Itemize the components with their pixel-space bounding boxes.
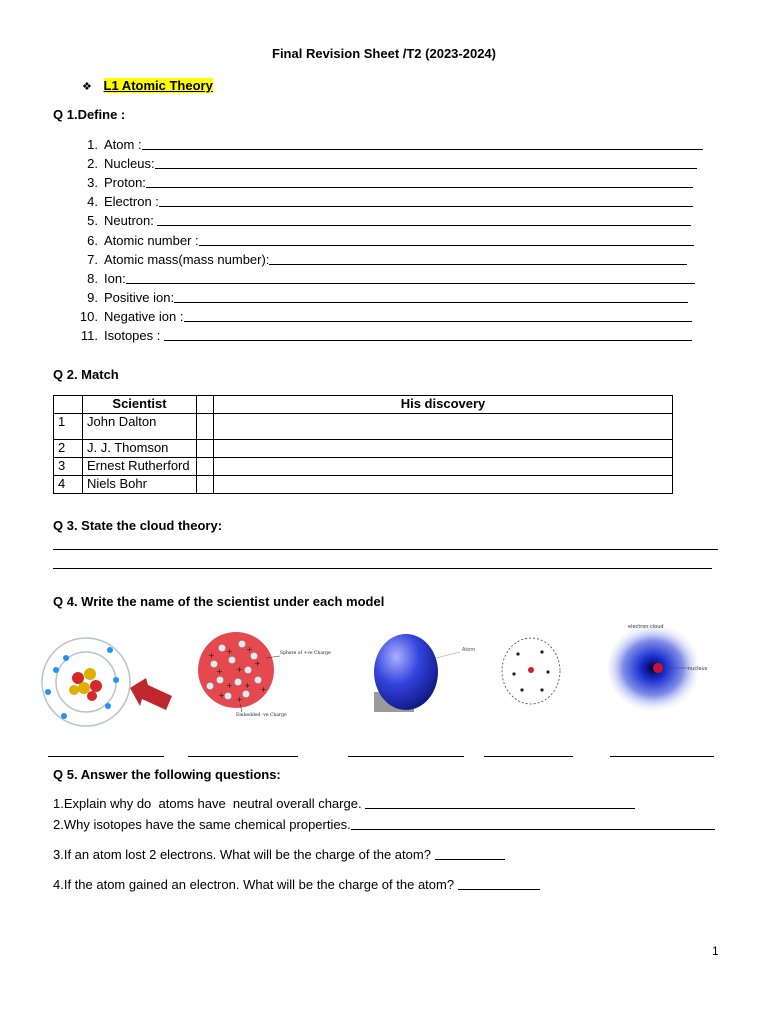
answer-line[interactable]: [458, 889, 540, 890]
answer-line[interactable]: [53, 549, 718, 550]
definition-label: Nucleus:: [104, 156, 155, 171]
q1-heading: Q 1.Define :: [53, 107, 126, 122]
definition-item: [76, 270, 695, 287]
q2-heading: Q 2. Match: [53, 367, 119, 382]
definition-item: [76, 232, 694, 249]
definition-item: [76, 193, 693, 210]
dalton-model-image: [368, 632, 476, 714]
table-header-cell: [54, 396, 83, 414]
definition-label: Neutron:: [104, 213, 158, 228]
svg-text:+: +: [226, 647, 233, 656]
scientist-name: J. J. Thomson: [83, 440, 197, 458]
svg-text:+: +: [236, 665, 243, 674]
definition-label: Atomic mass(mass number):: [104, 252, 270, 267]
definition-label: Negative ion :: [104, 309, 184, 324]
match-table: [53, 395, 673, 494]
definition-number: 7.: [87, 252, 98, 267]
q5-question-3: [53, 847, 505, 863]
definition-number: 3.: [87, 175, 98, 190]
definition-number: 5.: [87, 213, 98, 228]
row-number: 2: [54, 440, 83, 458]
table-header-row: [54, 396, 673, 414]
definition-label: Electron :: [104, 194, 159, 209]
page-title: Final Revision Sheet /T2 (2023-2024): [272, 46, 496, 61]
definition-item: [76, 155, 697, 172]
svg-text:+: +: [236, 695, 243, 704]
row-number: 4: [54, 476, 83, 494]
page-number: 1: [712, 944, 719, 958]
scientist-name: John Dalton: [83, 414, 197, 440]
answer-line[interactable]: [159, 205, 693, 207]
atom-label: Atom: [462, 647, 476, 653]
definition-label: Proton:: [104, 175, 146, 190]
question-text: 1.Explain why do atoms have neutral overall charge.: [53, 796, 366, 811]
lesson-title: L1 Atomic Theory: [103, 78, 213, 93]
svg-text:+: +: [260, 685, 267, 694]
definition-number: 9.: [87, 290, 98, 305]
answer-line[interactable]: [365, 808, 635, 809]
table-row: [54, 414, 673, 440]
match-cell[interactable]: [197, 414, 214, 440]
thomson-model-image: [196, 630, 331, 722]
svg-text:+: +: [246, 645, 253, 654]
definition-item: [76, 212, 691, 229]
match-cell[interactable]: [197, 458, 214, 476]
lesson-heading: [82, 78, 213, 95]
answer-line[interactable]: [199, 244, 694, 246]
answer-line[interactable]: [269, 263, 687, 265]
rutherford-model-image: [500, 636, 562, 706]
bohr-model-image: [38, 630, 182, 726]
table-row: [54, 476, 673, 494]
svg-text:+: +: [216, 667, 223, 676]
answer-line[interactable]: [184, 320, 692, 322]
question-text: 3.If an atom lost 2 electrons. What will be the charge of the atom?: [53, 847, 435, 862]
model-answer-line[interactable]: [610, 756, 714, 757]
match-cell[interactable]: [197, 476, 214, 494]
discovery-cell[interactable]: [214, 440, 673, 458]
definition-label: Isotopes :: [104, 328, 164, 343]
q5-question-2: [53, 817, 715, 833]
question-text: 4.If the atom gained an electron. What will be the charge of the atom?: [53, 877, 458, 892]
answer-line[interactable]: [164, 339, 692, 341]
svg-text:+: +: [208, 651, 215, 660]
answer-line[interactable]: [174, 301, 688, 303]
cloud-label: electron cloud: [628, 624, 664, 630]
definition-label: Positive ion:: [104, 290, 175, 305]
answer-line[interactable]: [351, 829, 715, 830]
svg-text:+: +: [218, 691, 225, 700]
table-header-discovery: His discovery: [214, 396, 673, 414]
answer-line[interactable]: [155, 167, 697, 169]
answer-line[interactable]: [142, 148, 703, 150]
question-text: 2.Why isotopes have the same chemical properties.: [53, 817, 351, 832]
svg-text:+: +: [226, 681, 233, 690]
row-number: 3: [54, 458, 83, 476]
model-answer-line[interactable]: [48, 756, 164, 757]
q4-heading: Q 4. Write the name of the scientist under each model: [53, 594, 385, 609]
definition-label: Ion:: [104, 271, 126, 286]
table-row: [54, 458, 673, 476]
q5-question-4: [53, 877, 540, 893]
discovery-cell[interactable]: [214, 476, 673, 494]
answer-line[interactable]: [146, 186, 693, 188]
table-row: [54, 440, 673, 458]
definition-label: Atomic number :: [104, 233, 199, 248]
answer-line[interactable]: [53, 568, 712, 569]
answer-line[interactable]: [157, 224, 691, 226]
model-answer-line[interactable]: [188, 756, 298, 757]
definition-item: [76, 174, 693, 191]
embedded-label: Embedded -ve Charge: [236, 713, 287, 718]
q5-question-1: [53, 796, 635, 812]
definition-item: [76, 327, 692, 344]
scientist-name: Niels Bohr: [83, 476, 197, 494]
electron-cloud-model-image: [610, 620, 718, 714]
table-header-scientist: Scientist: [83, 396, 197, 414]
model-answer-line[interactable]: [348, 756, 464, 757]
definition-number: 8.: [87, 271, 98, 286]
definition-item: [76, 308, 692, 325]
model-answer-line[interactable]: [484, 756, 573, 757]
svg-text:+: +: [244, 681, 251, 690]
row-number: 1: [54, 414, 83, 440]
definition-number: 10.: [79, 309, 98, 324]
q3-heading: Q 3. State the cloud theory:: [53, 518, 223, 533]
definition-number: 1.: [87, 137, 98, 152]
definition-item: [76, 136, 703, 153]
diamond-bullet-icon: ❖: [82, 81, 92, 93]
sphere-label: Sphere of +ve Charge: [280, 651, 331, 656]
q5-heading: Q 5. Answer the following questions:: [53, 767, 281, 782]
nucleus-label: nucleus: [688, 666, 708, 672]
answer-line[interactable]: [435, 859, 505, 860]
discovery-cell[interactable]: [214, 458, 673, 476]
definition-item: [76, 251, 687, 268]
definition-number: 6.: [87, 233, 98, 248]
scientist-name: Ernest Rutherford: [83, 458, 197, 476]
definition-number: 11.: [80, 328, 98, 343]
svg-text:+: +: [254, 659, 261, 668]
table-header-cell: [197, 396, 214, 414]
definition-number: 4.: [87, 194, 98, 209]
definition-label: Atom :: [104, 137, 142, 152]
discovery-cell[interactable]: [214, 414, 673, 440]
answer-line[interactable]: [126, 282, 695, 284]
definition-number: 2.: [87, 156, 98, 171]
match-cell[interactable]: [197, 440, 214, 458]
definition-item: [76, 289, 688, 306]
